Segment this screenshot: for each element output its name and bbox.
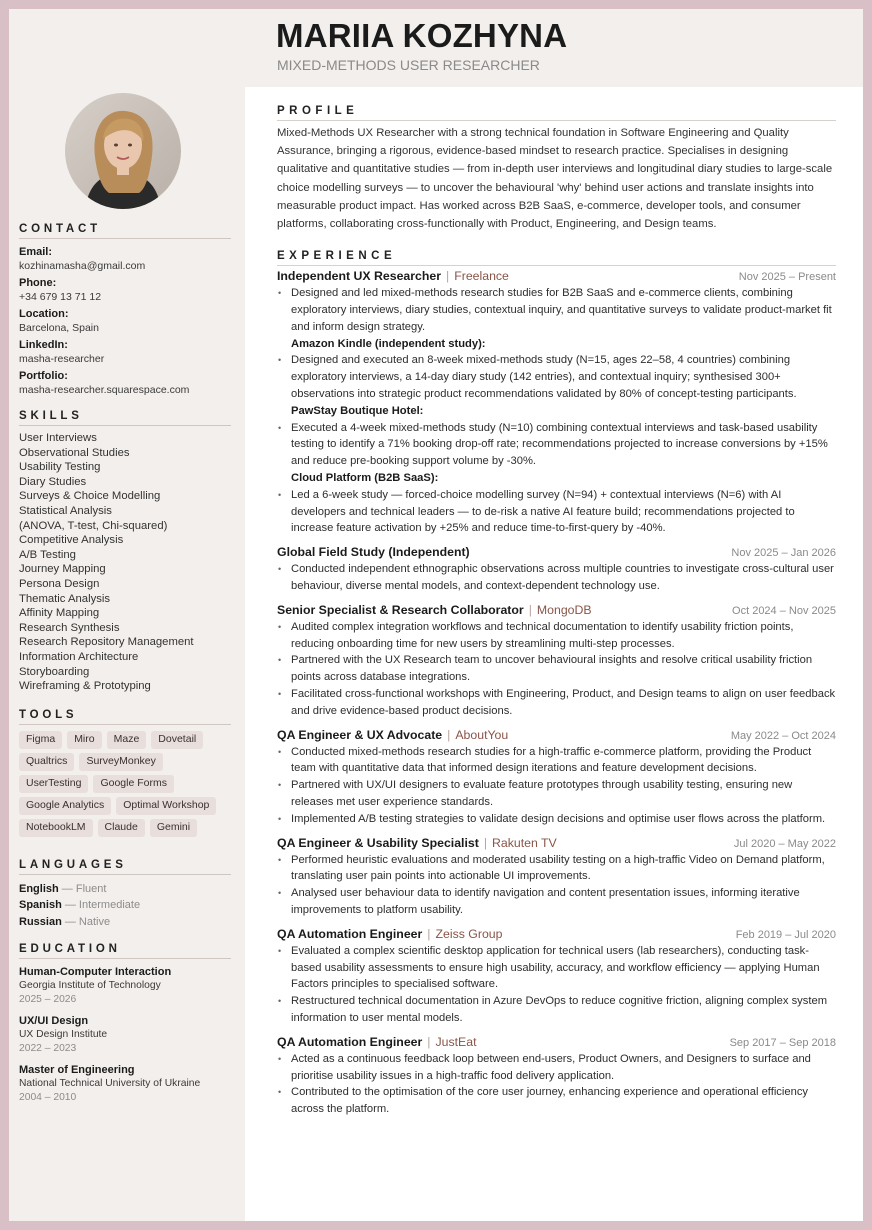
skill-item: Research Synthesis xyxy=(19,621,120,634)
language-name: English xyxy=(19,882,59,895)
language-level: — Intermediate xyxy=(64,899,141,912)
job-bullet: • Partnered with UX/UI designers to evaluate feature prototypes through usability testing, ensuring new releases met user experience standards. xyxy=(277,777,836,811)
skill-item: Storyboarding xyxy=(19,665,90,678)
job-title: QA Engineer & Usability Specialist xyxy=(277,835,479,850)
education-dates: 2022 – 2023 xyxy=(19,1042,77,1054)
skill-item: Observational Studies xyxy=(19,446,130,459)
skill-item: (ANOVA, T-test, Chi-squared) xyxy=(19,519,168,532)
skill-item: Surveys & Choice Modelling xyxy=(19,490,161,503)
tools-list xyxy=(19,731,231,837)
job-bullet: • Analysed user behaviour data to identify navigation and content presentation issues, informing iterative improvements to platform usability. xyxy=(277,885,836,919)
skill-item: Diary Studies xyxy=(19,475,87,488)
skill-item: Persona Design xyxy=(19,577,100,590)
candidate-name: MARIIA KOZHYNA xyxy=(276,17,568,54)
job-title-line xyxy=(277,1035,477,1049)
job-bullets xyxy=(277,619,836,720)
contact-label-location: Location: xyxy=(19,308,69,320)
tool-tag: Claude xyxy=(98,819,145,837)
job-company: JustEat xyxy=(435,1034,477,1049)
contact-heading: CONTACT xyxy=(19,223,231,239)
skill-item: Affinity Mapping xyxy=(19,607,100,620)
job-bullet: • Contributed to the optimisation of the core user journey, enhancing experience and operational efficiency across the platform. xyxy=(277,1084,836,1118)
job-entry xyxy=(277,1035,836,1118)
language-item xyxy=(19,914,231,931)
experience-heading: EXPERIENCE xyxy=(277,250,836,266)
project-bullets xyxy=(277,487,836,537)
resume-page xyxy=(9,9,863,1221)
job-header xyxy=(277,603,836,617)
tool-tag: SurveyMonkey xyxy=(79,753,162,771)
job-title: Independent UX Researcher xyxy=(277,269,442,284)
job-bullet: • Led a 6-week study — forced-choice modelling survey (N=94) + contextual interviews (N=6) with AI developers and technical leaders — to de-risk a native AI feature build; recommendations projected to increase feature activation by +25% and reduce time-to-first-query by -40%. xyxy=(277,487,836,537)
job-bullet: • Conducted mixed-methods research studies for a high-traffic e-commerce platform, providing the Product team with quantitative data that informed design iterations and feature development decisions. xyxy=(277,744,836,778)
tool-tag: Optimal Workshop xyxy=(116,797,216,815)
job-title-line xyxy=(277,927,502,941)
job-separator: | xyxy=(427,926,431,941)
job-bullet: • Acted as a continuous feedback loop between end-users, Product Owners, and Designers to surface and prioritise usability issues in a high-traffic food delivery application. xyxy=(277,1051,836,1085)
job-company: MongoDB xyxy=(536,602,592,617)
job-bullet: • Partnered with the UX Research team to uncover behavioural insights and resolve critical usability friction points across database integrations. xyxy=(277,652,836,686)
job-entry xyxy=(277,927,836,1027)
tool-tag: UserTesting xyxy=(19,775,88,793)
job-title-line xyxy=(277,269,509,283)
tool-tag: Dovetail xyxy=(151,731,203,749)
job-separator: | xyxy=(427,1034,431,1049)
job-dates: Feb 2019 – Jul 2020 xyxy=(735,928,836,941)
tool-tag: NotebookLM xyxy=(19,819,93,837)
job-bullet: • Restructured technical documentation in Azure DevOps to reduce cognitive friction, aligning complex system information to user mental models. xyxy=(277,993,836,1027)
contact-email[interactable]: kozhinamasha@gmail.com xyxy=(19,260,146,272)
job-header xyxy=(277,927,836,941)
skill-item: User Interviews xyxy=(19,432,97,444)
job-title: QA Engineer & UX Advocate xyxy=(277,727,443,742)
job-bullet: • Designed and led mixed-methods research studies for B2B SaaS and e-commerce clients, combining exploratory interviews, diary studies, contextual inquiry, and quantitative surveys to validate product-market fit and inform design strategy. xyxy=(277,285,836,335)
job-separator: | xyxy=(528,602,532,617)
job-entry xyxy=(277,603,836,720)
skill-item: Usability Testing xyxy=(19,461,101,474)
job-dates: Oct 2024 – Nov 2025 xyxy=(732,604,836,617)
education-school: Georgia Institute of Technology xyxy=(19,980,161,992)
job-title-line xyxy=(277,728,508,742)
language-item xyxy=(19,897,231,914)
tool-tag: Maze xyxy=(107,731,147,749)
job-title-line xyxy=(277,603,592,617)
contact-label-email: Email: xyxy=(19,246,53,258)
skill-item: Research Repository Management xyxy=(19,636,194,649)
job-dates: Nov 2025 – Jan 2026 xyxy=(731,547,836,560)
job-title: Global Field Study (Independent) xyxy=(277,545,470,560)
project-bullets xyxy=(277,420,836,470)
project-name: PawStay Boutique Hotel: xyxy=(291,404,424,417)
job-bullets xyxy=(277,285,836,335)
job-company: Zeiss Group xyxy=(435,926,503,941)
tool-tag: Gemini xyxy=(150,819,197,837)
profile-photo xyxy=(65,93,181,209)
job-entry xyxy=(277,545,836,595)
skill-item: Competitive Analysis xyxy=(19,534,124,547)
education-dates: 2025 – 2026 xyxy=(19,993,77,1005)
language-level: — Native xyxy=(64,915,111,928)
job-bullet: • Facilitated cross-functional workshops with Engineering, Product, and Design teams to align on user feedback and drive evidence-based product decisions. xyxy=(277,686,836,720)
job-bullets xyxy=(277,561,836,595)
sidebar-content xyxy=(19,223,231,1112)
skills-list xyxy=(19,431,231,694)
education-degree: Human-Computer Interaction xyxy=(19,966,172,979)
contact-label-phone: Phone: xyxy=(19,277,57,289)
job-bullet: • Designed and executed an 8-week mixed-methods study (N=15, ages 22–58, 4 countries) combining exploratory interviews, a 14-day diary study (142 entries), and contextual inquiry; synthesised 300+ observations into strategic product recommendations validated by 80% of concept-testing participants. xyxy=(277,352,836,402)
project-name: Cloud Platform (B2B SaaS): xyxy=(291,471,439,484)
language-name: Spanish xyxy=(19,899,62,912)
job-bullets xyxy=(277,744,836,828)
tool-tag: Figma xyxy=(19,731,62,749)
job-title-line xyxy=(277,836,557,850)
job-bullet: • Audited complex integration workflows and technical documentation to identify usability friction points, reducing onboarding time for new users by streamlining multi-step processes. xyxy=(277,619,836,653)
skill-item: Information Architecture xyxy=(19,650,139,663)
skills-heading: SKILLS xyxy=(19,410,231,426)
job-header xyxy=(277,1035,836,1049)
skill-item: Journey Mapping xyxy=(19,563,106,576)
job-header xyxy=(277,269,836,283)
contact-phone[interactable]: +34 679 13 71 12 xyxy=(19,291,102,303)
profile-summary: Mixed-Methods UX Researcher with a strong technical foundation in Software Engineering and Quality Assurance, bringing a rigorous, evidence-based mindset to research practice. Specialises in designing qualitative and quantitative studies — from in-depth user interviews and longitudinal diary studies to large-scale choice modelling surveys — to uncover the behavioural 'why' behind user actions and translate insights into measurable product impact. Has worked across B2B SaaS, e-commerce, developer tools, and consumer platforms, collaborating cross-functionally with Product, Engineering, and Design teams. xyxy=(277,127,833,231)
job-separator: | xyxy=(483,835,488,850)
contact-label-linkedin: LinkedIn: xyxy=(19,339,68,351)
languages-heading: LANGUAGES xyxy=(19,859,231,875)
job-bullet: • Performed heuristic evaluations and moderated usability testing on a high-traffic Video on Demand platform, translating user pain points into actionable UI improvements. xyxy=(277,852,836,886)
job-company: Rakuten TV xyxy=(492,835,557,850)
main-content xyxy=(277,105,836,1118)
tool-tag: Miro xyxy=(67,731,101,749)
education-school: UX Design Institute xyxy=(19,1029,108,1041)
job-company: Freelance xyxy=(454,269,509,284)
language-name: Russian xyxy=(19,915,62,928)
skill-item: A/B Testing xyxy=(19,548,76,561)
education-heading: EDUCATION xyxy=(19,943,231,959)
job-bullets xyxy=(277,1051,836,1118)
job-header xyxy=(277,836,836,850)
language-item xyxy=(19,881,231,898)
tools-heading: TOOLS xyxy=(19,709,231,725)
contact-location: Barcelona, Spain xyxy=(19,322,99,334)
job-title: QA Automation Engineer xyxy=(277,1034,423,1049)
job-bullets xyxy=(277,852,836,919)
profile-heading: PROFILE xyxy=(277,105,836,121)
job-separator: | xyxy=(447,727,451,742)
education-degree: UX/UI Design xyxy=(19,1015,89,1028)
skill-item: Thematic Analysis xyxy=(19,592,111,605)
job-title: Senior Specialist & Research Collaborator xyxy=(277,602,524,617)
job-title: QA Automation Engineer xyxy=(277,926,423,941)
job-company: AboutYou xyxy=(455,727,509,742)
contact-portfolio[interactable]: masha-researcher.squarespace.com xyxy=(19,384,190,396)
contact-list xyxy=(19,245,231,397)
project-bullets xyxy=(277,352,836,402)
contact-linkedin[interactable]: masha-researcher xyxy=(19,353,105,365)
project-name: Amazon Kindle (independent study): xyxy=(291,337,486,350)
job-dates: May 2022 – Oct 2024 xyxy=(730,729,836,742)
tool-tag: Google Analytics xyxy=(19,797,111,815)
languages-list xyxy=(19,881,231,931)
candidate-role: MIXED-METHODS USER RESEARCHER xyxy=(277,57,540,73)
job-header xyxy=(277,728,836,742)
job-dates: Jul 2020 – May 2022 xyxy=(733,837,836,850)
job-bullet: • Conducted independent ethnographic observations across multiple countries to investigate cross-cultural user behaviour, diverse mental models, and context-dependent technology use. xyxy=(277,561,836,595)
contact-label-portfolio: Portfolio: xyxy=(19,370,68,382)
job-bullet: • Executed a 4-week mixed-methods study (N=10) combining contextual interviews and task-based usability testing to identify a 71% booking drop-off rate; recommendations projected to increase conversions by +15% and reduce pre-booking support volume by -30%. xyxy=(277,420,836,470)
tool-tag: Google Forms xyxy=(93,775,174,793)
tool-tag: Qualtrics xyxy=(19,753,74,771)
education-dates: 2004 – 2010 xyxy=(19,1091,77,1103)
job-dates: Nov 2025 – Present xyxy=(738,271,836,284)
job-entry xyxy=(277,269,836,537)
skill-item: Wireframing & Prototyping xyxy=(19,680,151,693)
avatar-illustration xyxy=(65,93,181,209)
job-bullet: • Evaluated a complex scientific desktop application for technical users (lab researchers), conducting task-based usability assessments to ensure high usability, accuracy, and workflow efficiency — applying Human Factors principles to specialised software. xyxy=(277,943,836,993)
education-school: National Technical University of Ukraine xyxy=(19,1078,201,1090)
job-separator: | xyxy=(446,269,450,284)
job-bullets xyxy=(277,943,836,1027)
language-level: — Fluent xyxy=(61,882,107,895)
education-degree: Master of Engineering xyxy=(19,1064,135,1077)
education-list xyxy=(19,965,231,1104)
job-dates: Sep 2017 – Sep 2018 xyxy=(729,1036,836,1049)
job-header xyxy=(277,545,836,559)
skill-item: Statistical Analysis xyxy=(19,504,112,517)
job-entry xyxy=(277,728,836,828)
job-bullet: • Implemented A/B testing strategies to validate design decisions and optimise user flows across the platform. xyxy=(277,811,836,828)
job-entry xyxy=(277,836,836,919)
